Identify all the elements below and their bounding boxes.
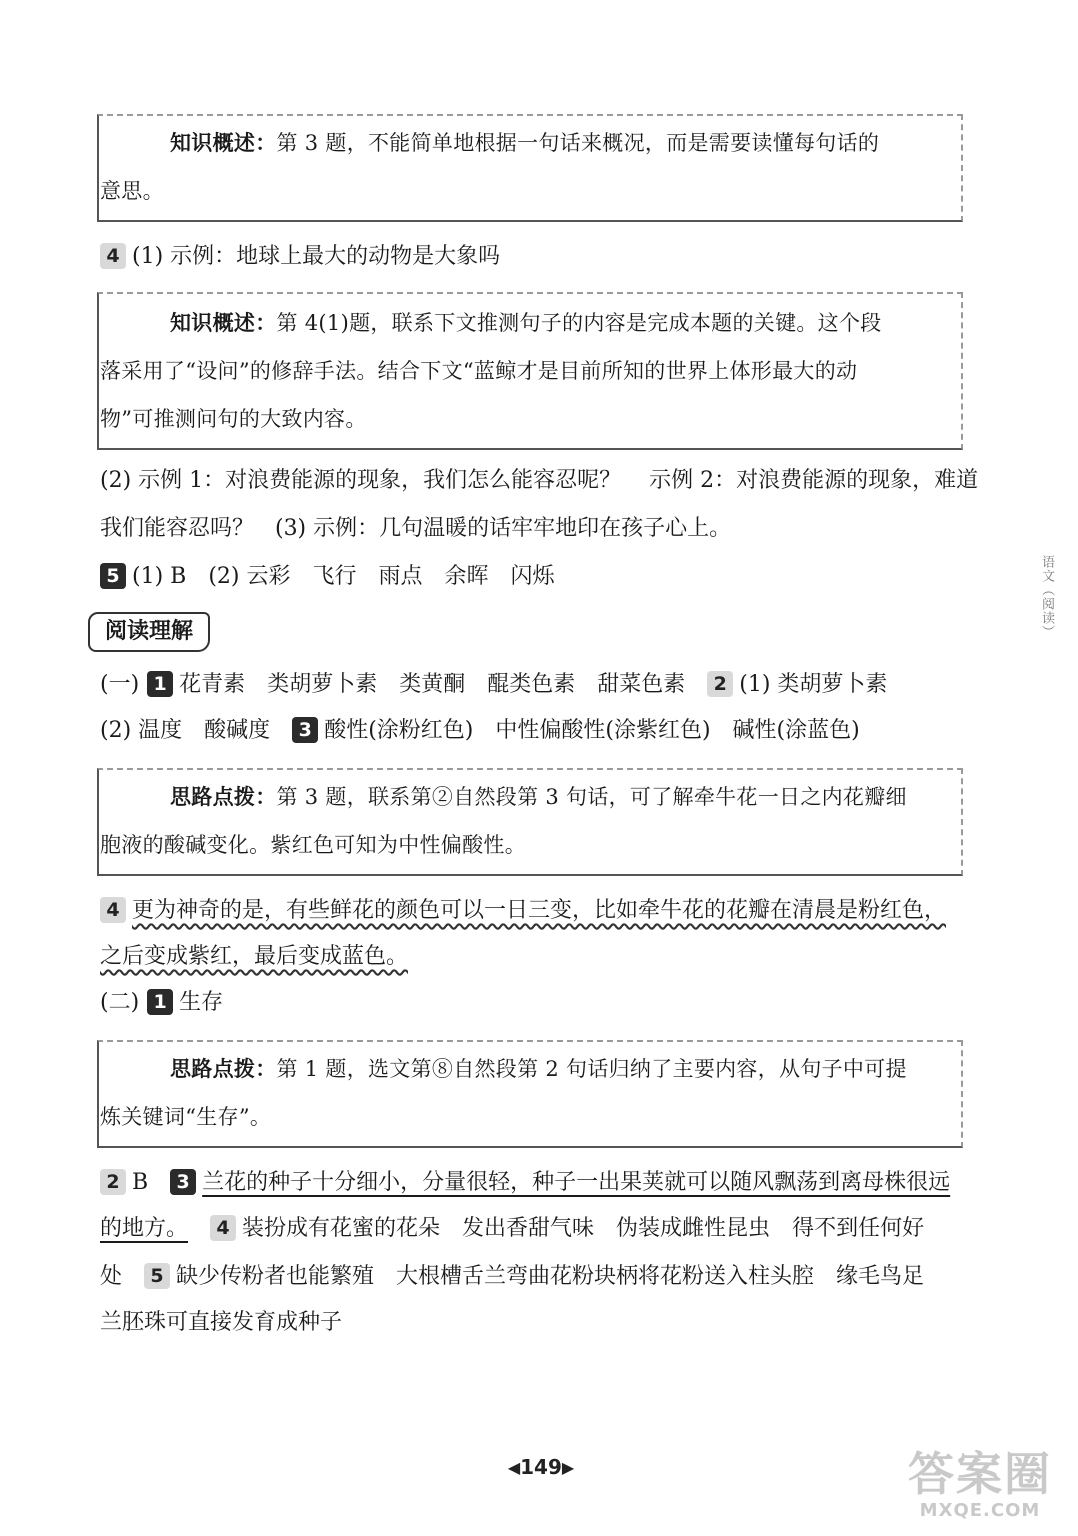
box-keyword: 知识概述： — [170, 130, 277, 155]
right-triangle-icon: ▶ — [561, 1458, 575, 1477]
answer-4-2-line1: (2) 示例 1：对浪费能源的现象，我们怎么能容忍呢？ 示例 2：对浪费能源的现象，难道 — [100, 468, 979, 493]
reading-1-line2: (2) 温度 酸碱度 3 酸性(涂粉红色) 中性偏酸性(涂紫红色) 碱性(涂蓝色) — [100, 718, 860, 743]
answer-4-2-line2: 我们能容忍吗？ (3) 示例：几句温暖的话牢牢地印在孩子心上。 — [100, 516, 732, 541]
knowledge-box-2-line3: 物”可推测问句的大致内容。 — [100, 407, 367, 431]
hint-box-2-line2: 炼关键词“生存”。 — [100, 1105, 272, 1129]
question-number-badge: 5 — [144, 1263, 170, 1289]
question-number-badge: 5 — [100, 563, 126, 589]
knowledge-box-1-line2: 意思。 — [100, 179, 164, 203]
question-number-badge: 1 — [147, 671, 173, 697]
page-number: ◀149▶ — [507, 1455, 575, 1479]
hint-box-1-line1: 思路点拨：第 3 题，联系第②自然段第 3 句话，可了解牵牛花一日之内花瓣细 — [170, 784, 907, 809]
reading-2-line2: 2 B 3 兰花的种子十分细小，分量很轻，种子一出果荚就可以随风飘荡到离母株很远 — [100, 1168, 950, 1198]
question-number-badge: 3 — [292, 717, 318, 743]
side-running-title: 语文（阅读） — [1039, 555, 1054, 639]
box-keyword: 知识概述： — [170, 310, 277, 335]
question-number-badge: 4 — [100, 897, 126, 923]
knowledge-box-2-line2: 落采用了“设问”的修辞手法。结合下文“蓝鲸才是目前所知的世界上体形最大的动 — [100, 359, 858, 383]
left-triangle-icon: ◀ — [507, 1458, 521, 1477]
box-keyword: 思路点拨： — [170, 1056, 277, 1081]
reading-1-line1: (一) 1 花青素 类胡萝卜素 类黄酮 醌类色素 甜菜色素 2 (1) 类胡萝卜素 — [100, 672, 888, 697]
reading-2-line5: 兰胚珠可直接发育成种子 — [100, 1310, 343, 1335]
box-keyword: 思路点拨： — [170, 784, 277, 809]
question-number-badge: 2 — [100, 1169, 126, 1195]
reading-2-line4: 处 5 缺少传粉者也能繁殖 大根槽舌兰弯曲花粉块柄将花粉送入柱头腔 缘毛鸟足 — [100, 1264, 925, 1289]
answer-5: 5 (1) B (2) 云彩 飞行 雨点 余晖 闪烁 — [100, 562, 555, 592]
knowledge-box-2-line1: 知识概述：第 4(1)题，联系下文推测句子的内容是完成本题的关键。这个段 — [170, 310, 882, 335]
hint-box-1-line2: 胞液的酸碱变化。紫红色可知为中性偏酸性。 — [100, 833, 526, 857]
hint-box-2-line1: 思路点拨：第 1 题，选文第⑧自然段第 2 句话归纳了主要内容，从句子中可提 — [170, 1056, 907, 1081]
reading-2-line1: (二) 1 生存 — [100, 990, 224, 1015]
reading-1-q4-line1: 4 更为神奇的是，有些鲜花的颜色可以一日三变，比如牵牛花的花瓣在清晨是粉红色， — [100, 896, 946, 926]
question-number-badge: 4 — [100, 243, 126, 269]
section-title: 阅读理解 — [88, 612, 210, 652]
watermark-logo: 答案圈 MXQE.COM — [908, 1447, 1052, 1521]
question-number-badge: 3 — [170, 1169, 196, 1195]
answer-4-1: 4 (1) 示例：地球上最大的动物是大象吗 — [100, 242, 500, 272]
question-number-badge: 2 — [707, 671, 733, 697]
question-number-badge: 1 — [147, 989, 173, 1015]
reading-2-line3: 的地方。 4 装扮成有花蜜的花朵 发出香甜气味 伪装成雌性昆虫 得不到任何好 — [100, 1216, 925, 1241]
question-number-badge: 4 — [210, 1215, 236, 1241]
knowledge-box-1-line1: 知识概述：第 3 题，不能简单地根据一句话来概况，而是需要读懂每句话的 — [170, 130, 880, 155]
reading-1-q4-line2: 之后变成紫红，最后变成蓝色。 — [100, 944, 409, 969]
